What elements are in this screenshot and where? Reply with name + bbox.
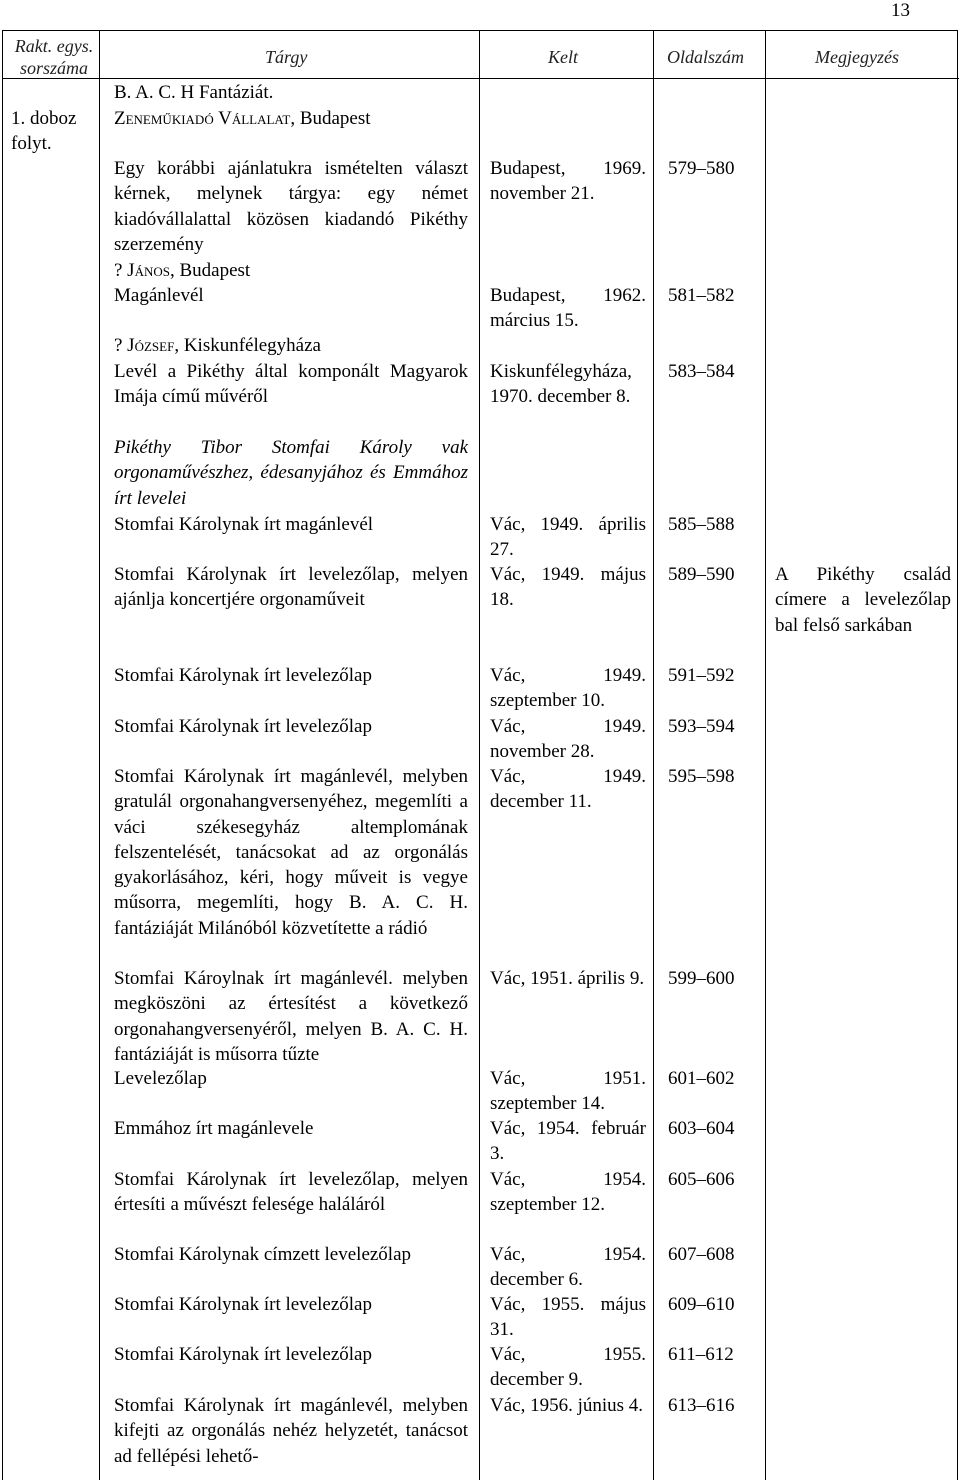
row-date: Vác, 1949. április 27. bbox=[490, 514, 646, 561]
header-date: Kelt bbox=[548, 47, 578, 67]
row-date: Budapest, 1969. november 21. bbox=[490, 158, 646, 205]
row-date: Vác, 1949. december 11. bbox=[490, 766, 646, 813]
row-pages: 589–590 bbox=[668, 564, 735, 585]
header-subject: Tárgy bbox=[265, 47, 308, 67]
row-subject: Levél a Pikéthy által komponált Magyarok Imája című művéről bbox=[114, 361, 468, 408]
row-subject: Egy korábbi ajánlatukra ismételten választ kérnek, melynek tárgya: egy német kiadóvállalattal közösen kiadandó Pikéthy szerzemény bbox=[114, 158, 468, 255]
header-unit-line: sorszáma bbox=[19, 58, 89, 78]
row-subject: Stomfai Károlynak írt levelezőlap bbox=[114, 665, 372, 686]
row-subject bbox=[114, 258, 468, 283]
column-divider bbox=[653, 31, 654, 1480]
row-pages: 601–602 bbox=[668, 1068, 735, 1089]
correspondent-name: ? János bbox=[114, 260, 170, 281]
column-divider bbox=[99, 31, 100, 1480]
header-divider bbox=[99, 78, 959, 79]
page-number: 13 bbox=[891, 0, 910, 21]
correspondent-place: , Budapest bbox=[169, 260, 251, 281]
row-subject: Stomfai Károlynak írt magánlevél, melyben kifejti az orgonálás nehéz helyzetét, tanácsot ad fellépési lehető- bbox=[114, 1395, 468, 1467]
correspondent-place: , Budapest bbox=[290, 108, 371, 129]
correspondent-name: Zeneműkiadó Vállalat bbox=[114, 108, 291, 129]
row-pages: 579–580 bbox=[668, 158, 735, 179]
row-date: Vác, 1951. április 9. bbox=[490, 968, 645, 989]
row-pages: 605–606 bbox=[668, 1169, 735, 1190]
header-unit-line: Rakt. egys. bbox=[14, 36, 94, 56]
row-subject: Stomfai Károlynak írt levelezőlap bbox=[114, 1344, 372, 1365]
row-pages: 613–616 bbox=[668, 1395, 735, 1416]
row-date: Vác, 1949. november 28. bbox=[490, 716, 646, 763]
header-unit bbox=[11, 35, 97, 79]
row-date: Vác, 1949. szeptember 10. bbox=[490, 665, 646, 712]
row-pages: 607–608 bbox=[668, 1244, 735, 1265]
row-pages: 599–600 bbox=[668, 968, 735, 989]
row-pages: 603–604 bbox=[668, 1118, 735, 1139]
row-pages: 611–612 bbox=[668, 1344, 734, 1365]
row-pages: 609–610 bbox=[668, 1294, 735, 1315]
row-subject: Stomfai Károlynak írt levelezőlap, melyen értesíti a művészt felesége haláláról bbox=[114, 1169, 468, 1216]
row-pages: 583–584 bbox=[668, 361, 735, 382]
row-subject: Stomfai Károlynak írt levelezőlap bbox=[114, 1294, 372, 1315]
row-date: Vác, 1949. május 18. bbox=[490, 564, 646, 611]
row-date: Vác, 1954. szeptember 12. bbox=[490, 1169, 646, 1216]
row-subject: Stomfai Károlynak címzett levelezőlap bbox=[114, 1244, 412, 1265]
row-pages: 585–588 bbox=[668, 514, 735, 535]
row-subject: Stomfai Károlynak írt magánlevél bbox=[114, 514, 374, 535]
row-subject: Emmához írt magánlevele bbox=[114, 1118, 314, 1139]
correspondent-place: , Kiskunfélegyháza bbox=[174, 335, 321, 356]
header-note: Megjegyzés bbox=[815, 47, 899, 67]
archive-table bbox=[2, 30, 958, 1480]
row-subject bbox=[114, 333, 468, 358]
row-date: Vác, 1956. június 4. bbox=[490, 1395, 644, 1416]
row-subject: Stomfai Károylnak írt magánlevél. melyben megköszöni az értesítést a következő orgonahangversenyéről, melyen B. A. C. H. fantáziáját is műsorra tűzte bbox=[114, 968, 468, 1065]
row-date: Budapest, 1962. március 15. bbox=[490, 285, 646, 332]
row-subject-section: Pikéthy Tibor Stomfai Károly vak orgonaművészhez, édesanyjához és Emmához írt levelei bbox=[114, 437, 468, 509]
column-divider bbox=[479, 31, 480, 1480]
column-divider bbox=[765, 31, 766, 1480]
row-subject bbox=[114, 106, 468, 131]
row-date: Vác, 1954. december 6. bbox=[490, 1244, 646, 1291]
row-subject: Stomfai Károlynak írt levelezőlap, melyen ajánlja koncertjére orgonaműveit bbox=[114, 564, 468, 611]
unit-line: folyt. bbox=[11, 133, 52, 155]
row-date: Vác, 1951. szeptember 14. bbox=[490, 1068, 646, 1115]
row-subject: Stomfai Károlynak írt levelezőlap bbox=[114, 716, 372, 737]
row-subject: Levelezőlap bbox=[114, 1068, 207, 1089]
row-pages: 591–592 bbox=[668, 665, 735, 686]
unit-line: 1. doboz bbox=[11, 108, 77, 129]
correspondent-name: ? József bbox=[114, 335, 175, 356]
row-date: Vác, 1954. február 3. bbox=[490, 1118, 646, 1165]
row-subject: B. A. C. H Fantáziát. bbox=[114, 82, 274, 103]
row-date: Kiskunfélegyháza, 1970. december 8. bbox=[490, 361, 632, 408]
row-note: A Pikéthy család címere a levelezőlap bal felső sarkában bbox=[775, 564, 951, 636]
row-pages: 595–598 bbox=[668, 766, 735, 787]
row-pages: 593–594 bbox=[668, 716, 735, 737]
row-subject: Magánlevél bbox=[114, 285, 204, 306]
row-date: Vác, 1955. december 9. bbox=[490, 1344, 646, 1391]
row-date: Vác, 1955. május 31. bbox=[490, 1294, 646, 1341]
row-pages: 581–582 bbox=[668, 285, 735, 306]
header-pages: Oldalszám bbox=[667, 47, 745, 67]
unit-cell bbox=[11, 106, 95, 157]
row-subject: Stomfai Károlynak írt magánlevél, melyben gratulál orgonahangversenyéhez, megemlíti a váci székesegyház altemplomának felszentelését, tanácsokat ad az orgonálás gyakorlásához, kéri, hogy műveit is vegye műsorra, megemlíti, hogy B. A. C. H. fantáziáját Milánóból közvetítette a rádió bbox=[114, 766, 468, 939]
